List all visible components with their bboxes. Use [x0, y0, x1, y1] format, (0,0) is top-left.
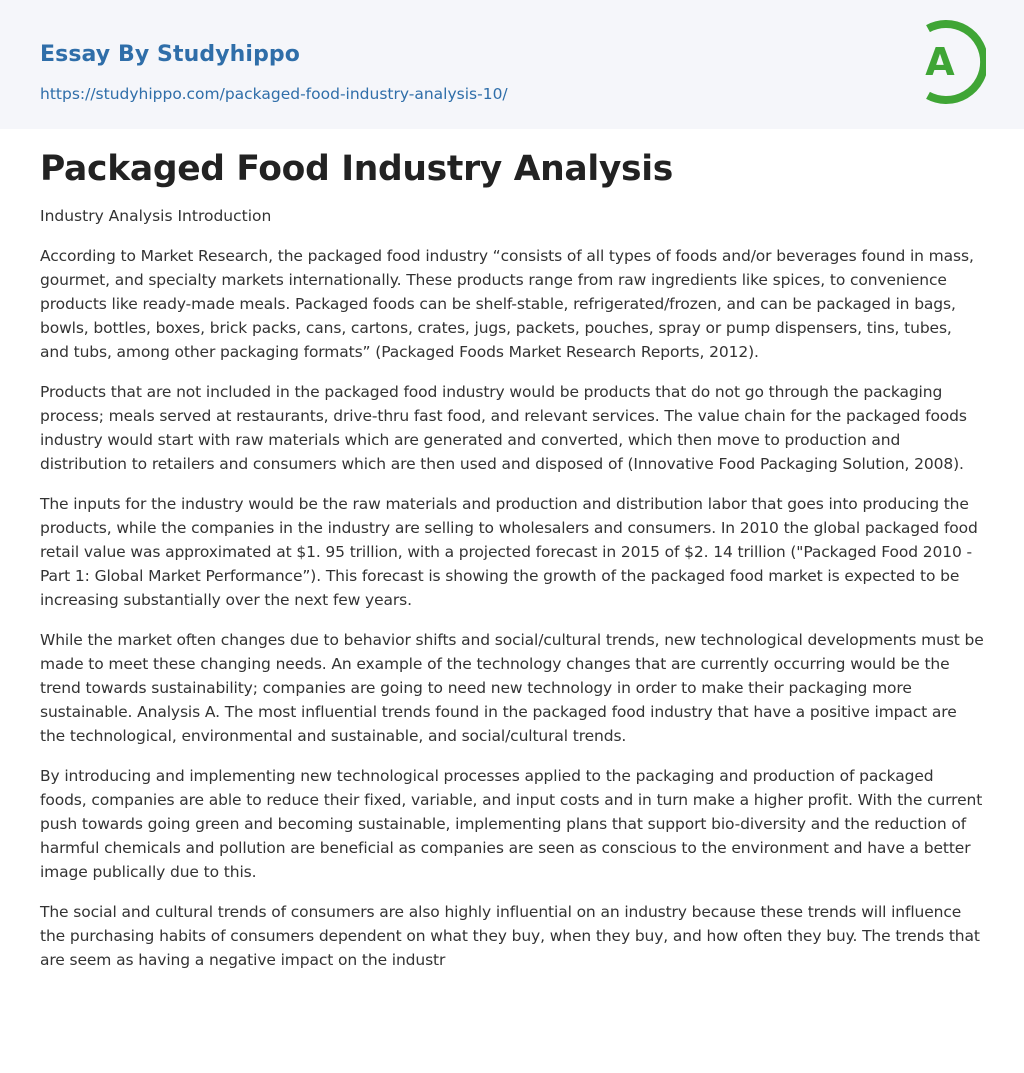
article-paragraph-5: By introducing and implementing new technological processes applied to the packaging and production of packaged foods, companies are able to reduce their fixed, variable, and input costs and in turn make a higher profit. With the current push towards going green and becoming sustainable, implementing plans that support bio-diversity and the reduction of harmful chemicals and pollution are beneficial as companies are seen as conscious to the environment and have a better image publically due to this.: [40, 767, 983, 881]
site-header: [0, 0, 1024, 129]
studyhippo-logo-icon[interactable]: [912, 18, 986, 106]
article-subtitle: Industry Analysis Introduction: [40, 207, 272, 225]
article-paragraph-4: While the market often changes due to behavior shifts and social/cultural trends, new technological developments must be made to meet these changing needs. An example of the technology changes that are currently occurring would be the trend towards sustainability; companies are going to need new technology in order to make their packaging more sustainable. Analysis A. The most influential trends found in the packaged food industry that have a positive impact are the technological, environmental and sustainable, and social/cultural trends.: [40, 631, 984, 745]
article-paragraph-1: According to Market Research, the packaged food industry “consists of all types of foods and/or beverages found in mass, gourmet, and specialty markets internationally. These products range from raw ingredients like spices, to convenience products like ready-made meals. Packaged foods can be shelf-stable, refrigerated/frozen, and can be packaged in bags, bowls, bottles, boxes, brick packs, cans, cartons, crates, jugs, packets, pouches, spray or pump dispensers, tins, tubes, and tubs, among other packaging formats” (Packaged Foods Market Research Reports, 2012).: [40, 247, 974, 361]
article-title: Packaged Food Industry Analysis: [40, 149, 674, 189]
article-paragraph-3: The inputs for the industry would be the raw materials and production and distribution labor that goes into producing the products, while the companies in the industry are selling to wholesalers and consumers. In 2010 the global packaged food retail value was approximated at $1. 95 trillion, with a projected forecast in 2015 of $2. 14 trillion ("Packaged Food 2010 - Part 1: Global Market Performance”). This forecast is showing the growth of the packaged food market is expected to be increasing substantially over the next few years.: [40, 495, 978, 609]
page-url-link[interactable]: https://studyhippo.com/packaged-food-industry-analysis-10/: [40, 85, 508, 103]
article-paragraph-6: The social and cultural trends of consumers are also highly influential on an industry because these trends will influence the purchasing habits of consumers dependent on what they buy, when they buy, and how often they buy. The trends that are seem as having a negative impact on the industr: [40, 903, 980, 969]
site-brand[interactable]: Essay By Studyhippo: [40, 42, 300, 67]
logo-letter: A: [925, 40, 955, 84]
logo-svg: [912, 18, 986, 106]
article: [0, 129, 1024, 972]
article-paragraph-2: Products that are not included in the packaged food industry would be products that do not go through the packaging process; meals served at restaurants, drive-thru fast food, and relevant services. The value chain for the packaged foods industry would start with raw materials which are generated and converted, which then move to production and distribution to retailers and consumers which are then used and disposed of (Innovative Food Packaging Solution, 2008).: [40, 383, 967, 473]
